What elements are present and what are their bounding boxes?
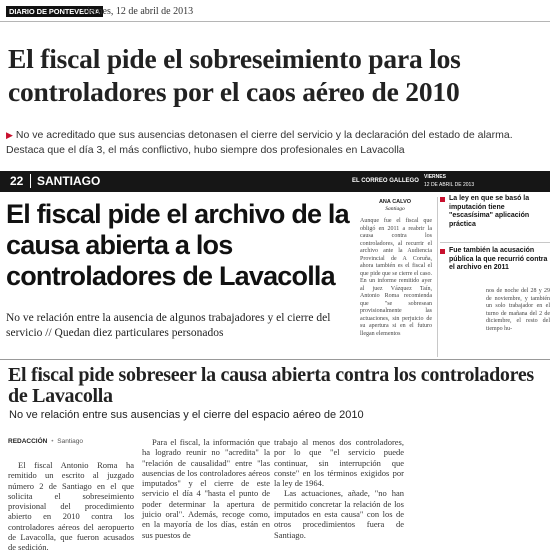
- byline: [360, 199, 430, 213]
- square-bullet-icon: [440, 249, 445, 254]
- masthead: [0, 0, 550, 22]
- body-column: Para el fiscal, la información que ha logrado reunir no "acredita" la "relación de causalidad" entre "las ausencias de los controladores aéreos imputados" y el cierre de este servicio el día 4 "hasta el punto de poder determinar la apertura de juicio oral". Además, recoge como, en la mayoría de los días, están en sus puestos de: [142, 437, 270, 540]
- paragraph: trabajo al menos dos controladores, por lo que "el servicio puede continuar, sin interrupción que conste" en los términos exigidos por la ley de 1964.: [274, 437, 404, 489]
- section-name: SANTIAGO: [37, 174, 101, 188]
- section-divider: [30, 174, 31, 188]
- body-column: nos de noche del 28 y 29 de noviembre, y también un solo trabajador en el turno de mañana del 2 de diciembre, el resto del tiempo hu-: [486, 288, 550, 332]
- headline-3: El fiscal pide sobreseer la causa abierta contra los controladores de Lavacolla: [8, 364, 534, 407]
- issue-day: VIERNES: [424, 174, 446, 180]
- issue-date: 12 DE ABRIL DE 2013: [424, 182, 475, 188]
- issue-date: viernes, 12 de abril de 2013: [82, 6, 194, 17]
- sidebar-highlight: La ley en que se basó la imputación tiene "escasísima" aplicación práctica: [449, 195, 530, 228]
- sidebar-divider: [440, 242, 550, 243]
- body-column: El fiscal Antonio Roma ha remitido un escrito al juzgado número 2 de Santiago en el que solicita el sobreseimiento provisional del procedimiento abierto en 2010 contra los controladores aéreos del aeropuerto de Lavacolla, que fueron acusados de sedición.: [8, 460, 134, 553]
- headline-2: El fiscal pide el archivo de la causa abierta a los controladores de Lavacolla: [6, 199, 349, 291]
- square-bullet-icon: [440, 197, 445, 202]
- body-column: Aunque fue el fiscal que obligó en 2011 a reabrir la causa contra los controladores, al recurrir el archivo ante la Audiencia Provincial de A Coruña, ahora también es el fiscal el que pide que se cierre el caso. En un informe remitido ayer al juez Vázquez Taín, Antonio Roma recomienda que "se sobresean provisionalmente las actuaciones, sin perjuicio de su apertura si en el futuro llegan elementos: [360, 218, 432, 337]
- subheadline-1: [6, 128, 546, 158]
- byline: [8, 437, 83, 446]
- bullet-icon: ▶: [6, 130, 13, 140]
- clipping-divider: [0, 359, 550, 360]
- paragraph: Las actuaciones, añade, "no han permitido concretar la relación de los imputados en esta causa" con los de otros procedimientos fuera de Santiago.: [274, 488, 404, 540]
- dateline: Santiago: [385, 206, 405, 212]
- subheadline-3: No ve relación entre sus ausencias y el cierre del espacio aéreo de 2010: [9, 409, 364, 421]
- subheadline-1-text: No ve acreditado que sus ausencias detonasen el cierre del servicio y la declaración del estado de alarma. Destaca que el día 3, el más conflictivo, hubo siempre dos profesionales en Lavacolla: [6, 129, 513, 156]
- page-number: 22: [10, 174, 24, 188]
- masthead-divider: [0, 21, 550, 22]
- author-name: REDACCIÓN: [8, 438, 48, 445]
- headline-1: El fiscal pide el sobreseimiento para los controladores por el caos aéreo de 2010: [8, 43, 461, 107]
- clipping-correo-gallego: [0, 171, 550, 359]
- newspaper-name: EL CORREO GALLEGO: [352, 178, 419, 184]
- sidebar-highlight: Fue también la acusación pública la que recurrió contra el archivo en 2011: [449, 247, 548, 271]
- subheadline-2: No ve relación entre la ausencia de algunos trabajadores y el cierre del servicio // Quedan diez particulares personados: [6, 312, 331, 339]
- newspaper-logo: DIARIO DE PONTEVEDRA: [6, 6, 103, 17]
- author-name: ANA CALVO: [378, 199, 412, 205]
- bullet-icon: •: [51, 438, 54, 445]
- section-bar: [0, 171, 550, 192]
- column-divider: [437, 197, 438, 357]
- body-column: [274, 437, 404, 540]
- dateline: Santiago: [57, 438, 83, 445]
